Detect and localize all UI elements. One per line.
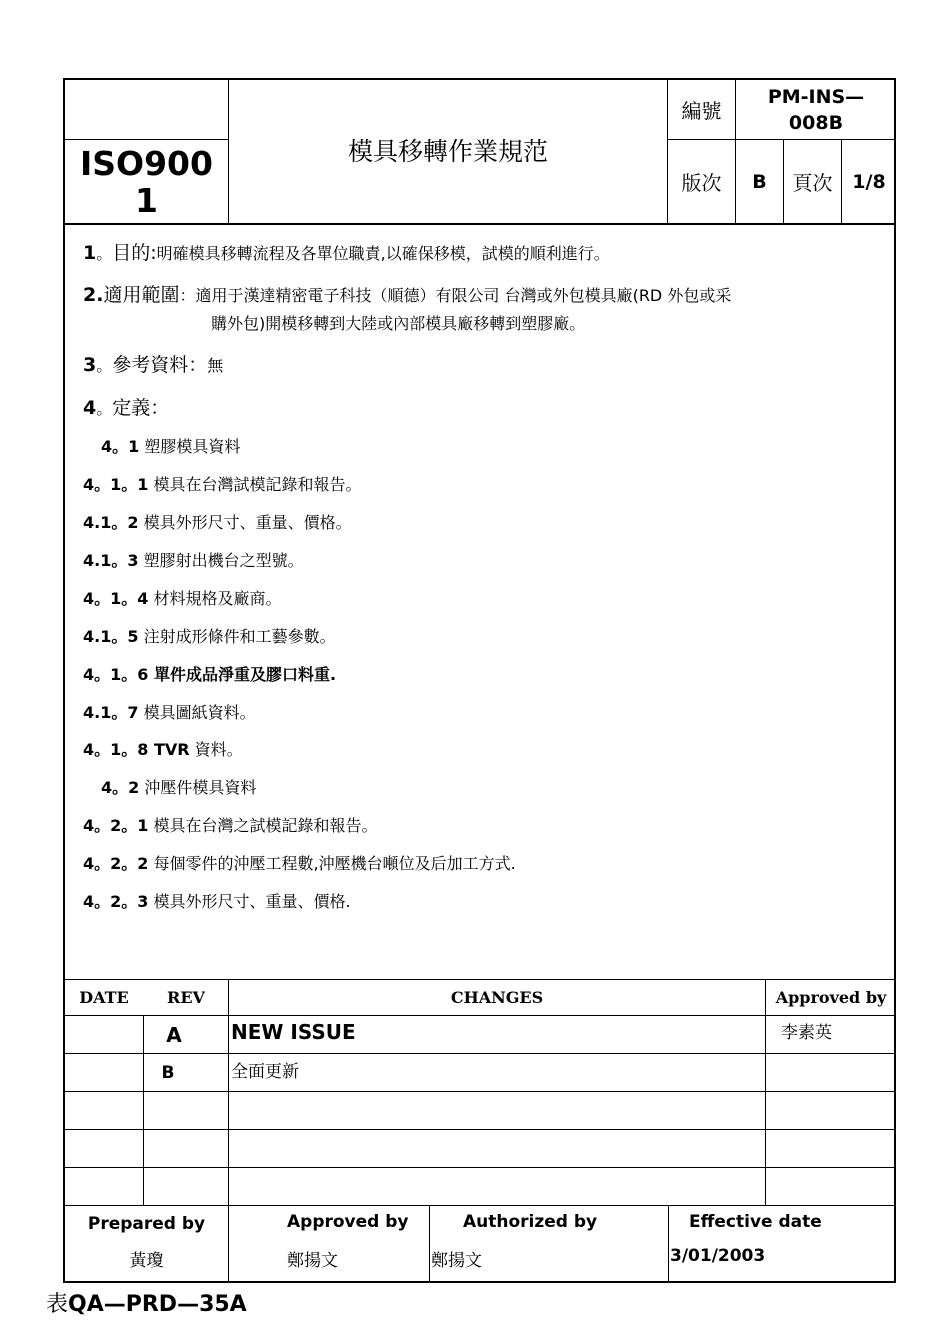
revision-date-cell — [65, 1168, 143, 1205]
effective-date-label: Effective date — [689, 1212, 822, 1232]
revision-change-cell — [231, 1130, 761, 1167]
revision-rev-cell: A — [166, 1022, 182, 1047]
definition-item: 4。1。8 TVR 資料。 — [83, 740, 243, 759]
revision-change-cell — [231, 1092, 761, 1129]
definition-item: 4.1。5 注射成形條件和工藝參數。 — [83, 627, 336, 646]
section-scope-continued: 購外包)開模移轉到大陸或內部模具廠移轉到塑膠廠。 — [211, 314, 586, 333]
page-value: 1/8 — [852, 170, 886, 193]
definition-item: 4。1。6 單件成品淨重及膠口料重. — [83, 665, 337, 684]
definition-item: 4。1。1 模具在台灣試模記錄和報告。 — [83, 475, 362, 494]
revision-rev-cell — [144, 1168, 228, 1205]
revision-change-cell: NEW ISSUE — [231, 1020, 356, 1044]
col-header-date: DATE — [79, 988, 129, 1007]
revision-table-bottom — [65, 1205, 896, 1206]
revision-approver-cell — [781, 1130, 891, 1167]
signoff-vline-2 — [429, 1206, 430, 1283]
section-scope: 2.適用範圍：適用于漢達精密電子科技（順德）有限公司 台灣或外包模具廠(RD 外包或采 — [83, 284, 732, 306]
revision-date-cell — [65, 1092, 143, 1129]
revision-date-cell — [65, 1054, 143, 1091]
section-references: 3。參考資料：無 — [83, 354, 224, 376]
authorized-by-label: Authorized by — [463, 1212, 598, 1232]
revision-rev-cell — [144, 1130, 228, 1167]
col-header-rev: REV — [167, 988, 205, 1007]
doc-number-label: 編號 — [681, 99, 722, 123]
revision-date-cell — [65, 1130, 143, 1167]
revision-rev-cell — [144, 1092, 228, 1129]
col-header-approved: Approved by — [775, 988, 887, 1007]
revision-approver-cell: 李素英 — [781, 1023, 832, 1043]
revision-change-cell: 全面更新 — [231, 1062, 299, 1082]
header-bottom-rule — [65, 223, 896, 225]
approved-by-name: 鄭揚文 — [287, 1251, 338, 1271]
prepared-by-name: 黃瓊 — [129, 1250, 164, 1271]
approved-by-label: Approved by — [287, 1212, 409, 1232]
document-form — [63, 78, 896, 1283]
revision-date-cell — [65, 1016, 143, 1053]
signoff-vline-1 — [228, 1206, 229, 1283]
definition-item: 4.1。3 塑膠射出機台之型號。 — [83, 551, 304, 570]
revision-rev-cell: B — [161, 1062, 175, 1083]
page-label: 頁次 — [792, 171, 833, 195]
col-header-changes: CHANGES — [450, 988, 544, 1007]
form-code: 表QA—PRD—35A — [46, 1292, 247, 1317]
definition-item: 4。2。3 模具外形尺寸、重量、價格. — [83, 892, 351, 911]
version-value: B — [752, 170, 767, 193]
version-label: 版次 — [681, 171, 722, 195]
definition-item: 4.1。7 模具圖紙資料。 — [83, 703, 256, 722]
effective-date-value: 3/01/2003 — [670, 1246, 766, 1266]
definition-item: 4。2。1 模具在台灣之試模記錄和報告。 — [83, 816, 378, 835]
doc-number-value: PM-INS—008B — [767, 85, 865, 134]
prepared-by-label: Prepared by — [87, 1214, 206, 1234]
iso-logo: ISO9001 — [80, 143, 213, 220]
section-purpose: 1。目的:明確模具移轉流程及各單位職責,以確保移模，試模的順利進行。 — [83, 242, 610, 264]
authorized-by-name: 鄭揚文 — [431, 1251, 482, 1271]
definition-item: 4。2。2 每個零件的沖壓工程數,沖壓機台噸位及后加工方式. — [83, 854, 516, 873]
definition-item: 4。2 沖壓件模具資料 — [101, 778, 257, 797]
definition-item: 4.1。2 模具外形尺寸、重量、價格。 — [83, 513, 352, 532]
definition-item: 4。1。4 材料規格及廠商。 — [83, 589, 282, 608]
revision-approver-cell — [781, 1168, 891, 1205]
section-definitions: 4。定義： — [83, 397, 170, 419]
definition-item: 4。1 塑膠模具資料 — [101, 437, 241, 456]
document-title: 模具移轉作業規范 — [347, 136, 548, 166]
signoff-vline-3 — [668, 1206, 669, 1283]
revision-approver-cell — [781, 1092, 891, 1129]
revision-change-cell — [231, 1168, 761, 1205]
